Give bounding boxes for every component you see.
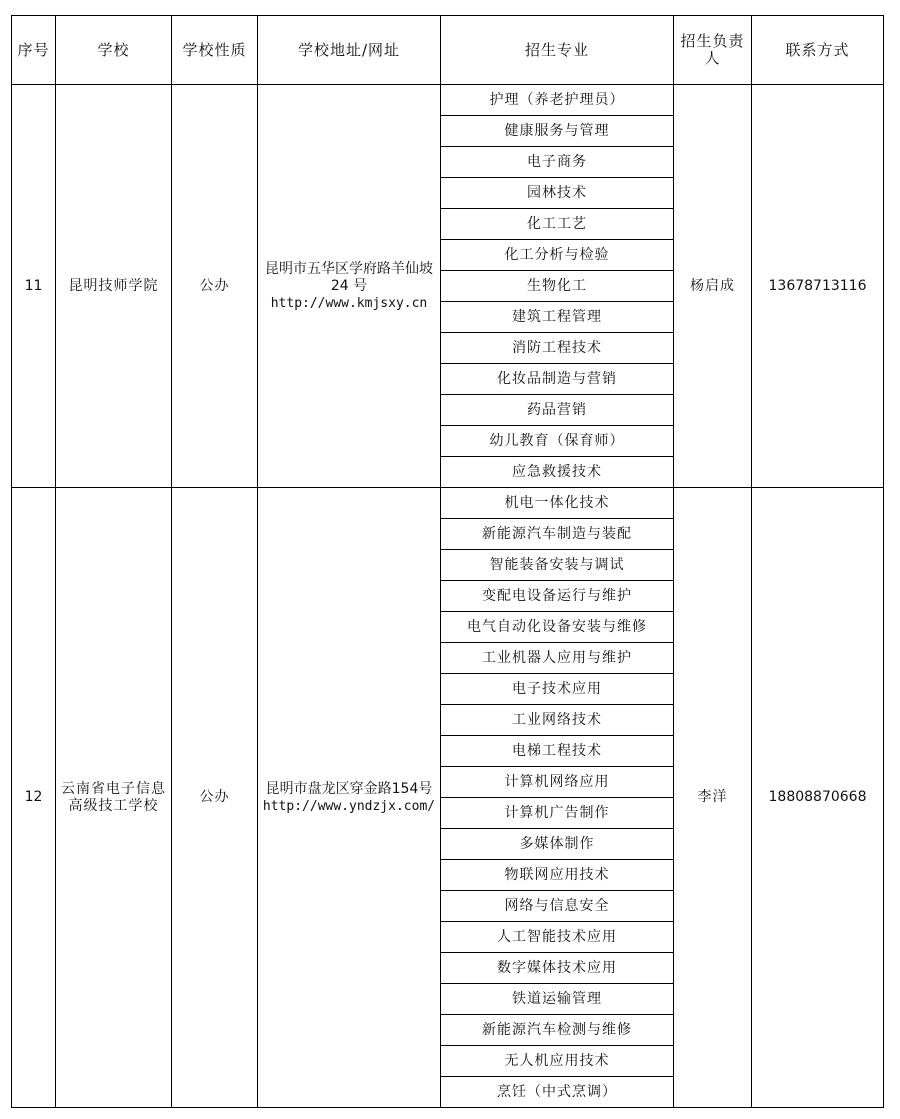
school-website-link[interactable]: http://www.yndzjx.com/ <box>262 798 436 814</box>
major-item: 园林技术 <box>441 178 674 209</box>
major-item: 药品营销 <box>441 395 674 426</box>
major-item: 智能装备安装与调试 <box>441 550 674 581</box>
address-text: 昆明市五华区学府路羊仙坡24 号 <box>265 260 433 294</box>
major-item: 消防工程技术 <box>441 333 674 364</box>
major-item: 计算机网络应用 <box>441 767 674 798</box>
header-address: 学校地址/网址 <box>258 16 441 85</box>
major-item: 建筑工程管理 <box>441 302 674 333</box>
major-item: 铁道运输管理 <box>441 984 674 1015</box>
header-school: 学校 <box>56 16 172 85</box>
contact-person: 杨启成 <box>674 85 752 488</box>
header-majors: 招生专业 <box>441 16 674 85</box>
address-text: 昆明市盘龙区穿金路154号 <box>265 780 433 797</box>
major-item: 幼儿教育（保育师） <box>441 426 674 457</box>
major-item: 工业网络技术 <box>441 705 674 736</box>
major-item: 化工工艺 <box>441 209 674 240</box>
major-item: 无人机应用技术 <box>441 1046 674 1077</box>
row-index: 12 <box>12 488 56 1108</box>
major-item: 新能源汽车检测与维修 <box>441 1015 674 1046</box>
major-item: 电子商务 <box>441 147 674 178</box>
major-item: 人工智能技术应用 <box>441 922 674 953</box>
major-item: 数字媒体技术应用 <box>441 953 674 984</box>
school-address <box>258 488 441 1108</box>
row-index: 11 <box>12 85 56 488</box>
major-item: 电梯工程技术 <box>441 736 674 767</box>
major-item: 多媒体制作 <box>441 829 674 860</box>
header-contact: 联系方式 <box>752 16 884 85</box>
contact-person: 李洋 <box>674 488 752 1108</box>
major-item: 网络与信息安全 <box>441 891 674 922</box>
major-item: 化工分析与检验 <box>441 240 674 271</box>
major-item: 物联网应用技术 <box>441 860 674 891</box>
major-item: 电气自动化设备安装与维修 <box>441 612 674 643</box>
contact-phone: 13678713116 <box>752 85 884 488</box>
major-item: 应急救援技术 <box>441 457 674 488</box>
major-item: 烹饪（中式烹调） <box>441 1077 674 1108</box>
school-name: 云南省电子信息高级技工学校 <box>56 488 172 1108</box>
major-item: 新能源汽车制造与装配 <box>441 519 674 550</box>
table-row <box>12 488 884 519</box>
major-item: 计算机广告制作 <box>441 798 674 829</box>
major-item: 电子技术应用 <box>441 674 674 705</box>
major-item: 变配电设备运行与维护 <box>441 581 674 612</box>
major-item: 机电一体化技术 <box>441 488 674 519</box>
school-nature: 公办 <box>172 488 258 1108</box>
school-address <box>258 85 441 488</box>
major-item: 生物化工 <box>441 271 674 302</box>
major-item: 护理（养老护理员） <box>441 85 674 116</box>
major-item: 健康服务与管理 <box>441 116 674 147</box>
table-row <box>12 85 884 116</box>
school-website-link[interactable]: http://www.kmjsxy.cn <box>270 295 428 311</box>
header-row <box>12 16 884 85</box>
header-person: 招生负责人 <box>674 16 752 85</box>
enrollment-table <box>11 15 884 1108</box>
major-item: 工业机器人应用与维护 <box>441 643 674 674</box>
header-nature: 学校性质 <box>172 16 258 85</box>
header-index: 序号 <box>12 16 56 85</box>
contact-phone: 18808870668 <box>752 488 884 1108</box>
school-nature: 公办 <box>172 85 258 488</box>
major-item: 化妆品制造与营销 <box>441 364 674 395</box>
school-name: 昆明技师学院 <box>56 85 172 488</box>
